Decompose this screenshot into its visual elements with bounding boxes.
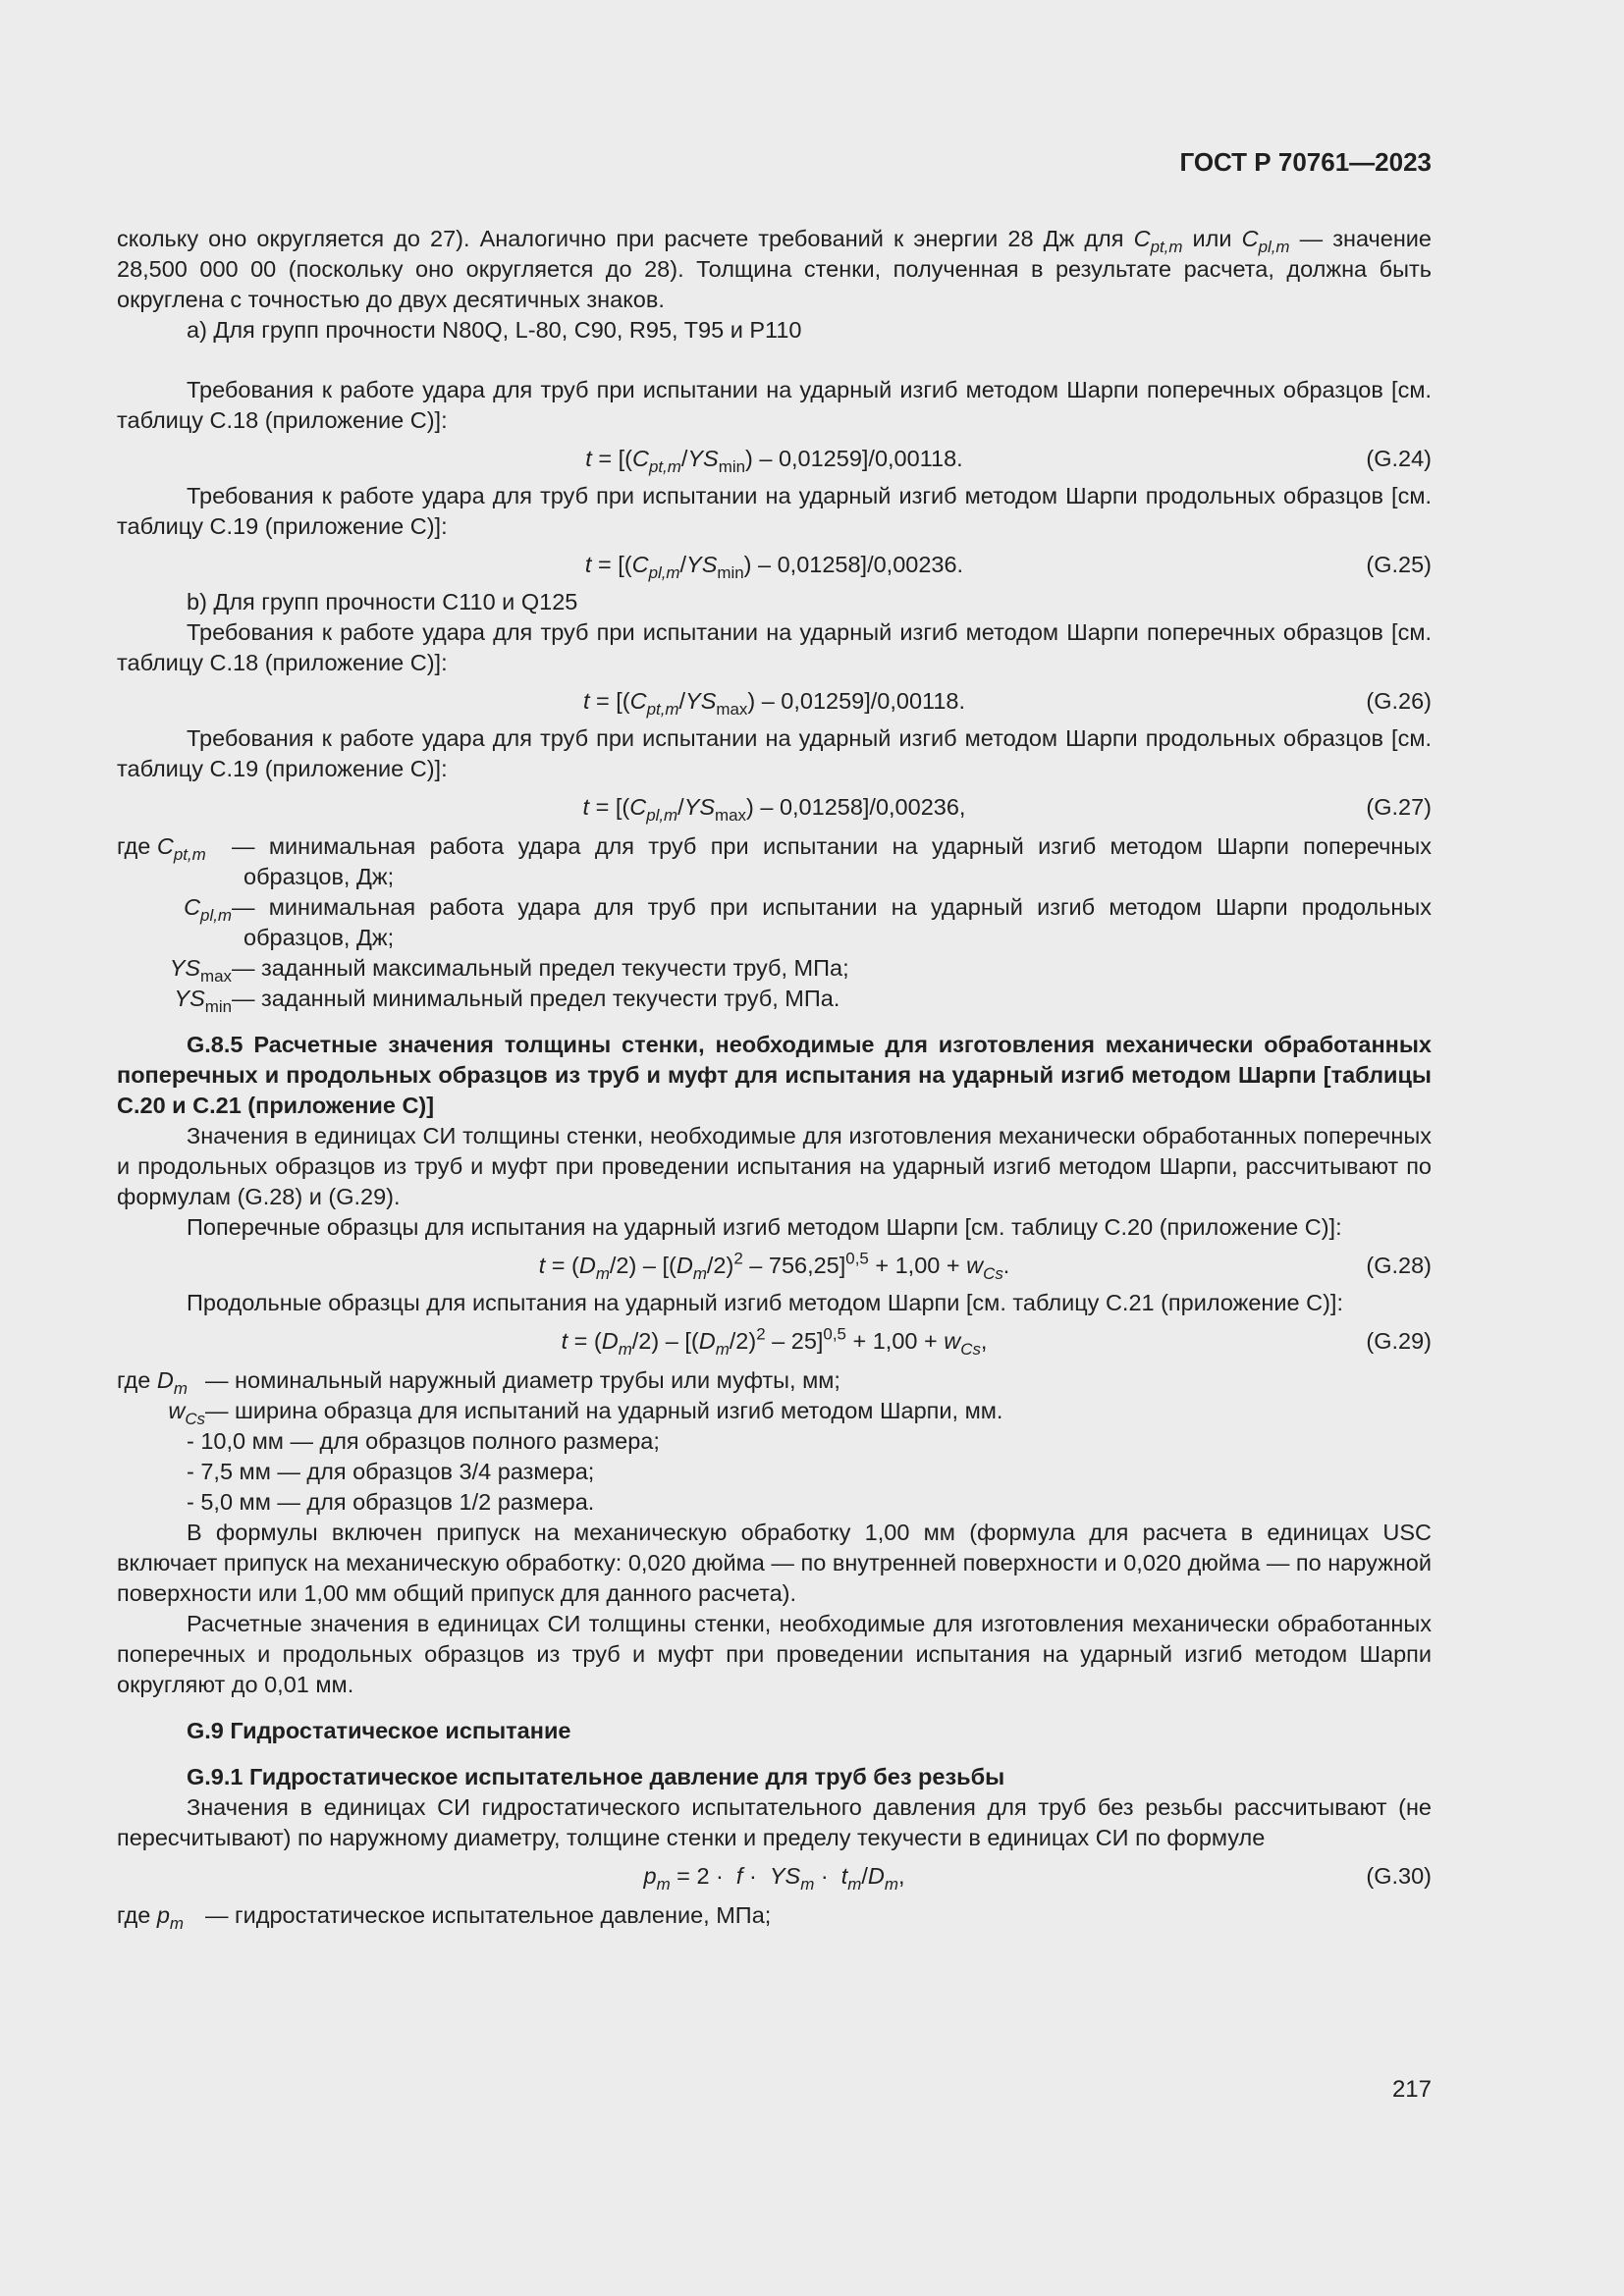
paragraph-cross-1: Требования к работе удара для труб при испытании на ударный изгиб методом Шарпи поперечных образцов [см. таблицу С.18 (приложение С)]: — [117, 377, 1432, 433]
equation-g25: $t = [(C_{pl,m}/YS_{min}) - 0,01258]/0,00236$. (G.25) — [117, 548, 1432, 581]
equation-g24: $t = [(C_{pt,m}/YS_{min}) - 0,01259]/0,00118$. (G.24) — [117, 442, 1432, 475]
definition-row: где $C_{pt,m}$ — минимальная работа удара для труб при испытании на ударный изгиб методом Шарпи поперечных образцов, Дж; — [117, 833, 1432, 889]
definition-row: где $p_m$ — гидростатическое испытательное давление, МПа; — [117, 1902, 772, 1933]
list-item: - 7,5 мм — для образцов 3/4 размера; — [187, 1459, 595, 1484]
paragraph-cross-specimens: Поперечные образцы для испытания на ударный изгиб методом Шарпи [см. таблицу С.20 (приложение С)]: — [187, 1214, 1342, 1240]
definition-row: $w_{Cs}$ — ширина образца для испытаний на ударный изгиб методом Шарпи, мм. — [168, 1398, 1003, 1428]
definitions-list-2 — [117, 1365, 1432, 1426]
section-title-g9: G.9 Гидростатическое испытание — [187, 1718, 571, 1743]
equation-g27: $t = [(C_{pl,m}/YS_{max}) - 0,01258]/0,00236$, (G.27) — [117, 790, 1432, 824]
paragraph-long-1: Требования к работе удара для труб при испытании на ударный изгиб методом Шарпи продольных образцов [см. таблицу С.19 (приложение С)]: — [117, 483, 1432, 539]
paragraph-continuation: скольку оно округляется до 27). Аналогично при расчете требований к энергии 28 Дж для $C_{pt,m}$ или $C_{pl,m}$ — значение 28,500 000 00 (поскольку оно округляется до 28). Толщина стенки, полученная в результате расчета, должна быть округлена с точностью до двух десятичных знаков. — [117, 226, 1432, 312]
equation-number: (G.27) — [1366, 794, 1432, 820]
definition-row: $YS_{max}$ — заданный максимальный предел текучести труб, МПа; — [169, 955, 849, 986]
equation-number: (G.29) — [1366, 1328, 1432, 1354]
paragraph-g91: Значения в единицах СИ гидростатического испытательного давления для труб без резьбы рассчитывают (не пересчитывают) по наружному диаметру, толщине стенки и пределу текучести в единицах СИ по формуле — [117, 1794, 1432, 1850]
page-number: 217 — [1391, 2076, 1432, 2103]
equation-number: (G.26) — [1366, 688, 1432, 714]
paragraph-rounding: Расчетные значения в единицах СИ толщины стенки, необходимые для изготовления механически обработанных поперечных и продольных образцов из труб и муфт при проведении испытания на ударный изгиб методом Шарпи округляют до 0,01 мм. — [117, 1611, 1432, 1697]
list-item: - 10,0 мм — для образцов полного размера; — [187, 1428, 660, 1454]
equation-number: (G.25) — [1366, 552, 1432, 577]
equation-number: (G.28) — [1366, 1253, 1432, 1278]
section-title-g91: G.9.1 Гидростатическое испытательное давление для труб без резьбы — [187, 1764, 1005, 1789]
list-item-b: b) Для групп прочности C110 и Q125 — [187, 589, 578, 614]
list-item: - 5,0 мм — для образцов 1/2 размера. — [187, 1489, 595, 1515]
section-title-g85: G.8.5 Расчетные значения толщины стенки, необходимые для изготовления механически обработанных поперечных и продольных образцов из труб и муфт для испытания на ударный изгиб методом Шарпи [таблицы С.20 и С.21 (приложение С)] — [117, 1032, 1432, 1118]
definition-row: $C_{pl,m}$ — минимальная работа удара для труб при испытании на ударный изгиб методом Шарпи продольных образцов, Дж; — [184, 894, 1432, 950]
definitions-list-3 — [117, 1900, 1432, 1931]
list-item-a: a) Для групп прочности N80Q, L-80, C90, R95, T95 и P110 — [187, 317, 802, 343]
page-body — [117, 224, 1432, 1931]
definitions-list-1 — [117, 831, 1432, 1014]
paragraph-cross-2: Требования к работе удара для труб при испытании на ударный изгиб методом Шарпи поперечных образцов [см. таблицу С.18 (приложение С)]: — [117, 619, 1432, 675]
paragraph-long-specimens: Продольные образцы для испытания на ударный изгиб методом Шарпи [см. таблицу С.21 (приложение С)]: — [187, 1290, 1343, 1315]
equation-g28: $t = (D_m/2) - [(D_m/2)^2 - 756,25]^{0,5} + 1,00 + w_{Cs}$. (G.28) — [538, 1249, 1432, 1283]
paragraph-g85-1: Значения в единицах СИ толщины стенки, необходимые для изготовления механически обработанных поперечных и продольных образцов из труб и муфт при проведении испытания на ударный изгиб методом Шарпи, рассчитывают по формулам (G.28) и (G.29). — [117, 1123, 1432, 1209]
definition-row: где $D_m$ — номинальный наружный диаметр трубы или муфты, мм; — [117, 1367, 840, 1398]
equation-g26: $t = [(C_{pt,m}/YS_{max}) - 0,01259]/0,00118$. (G.26) — [117, 684, 1432, 718]
paragraph-allowance: В формулы включен припуск на механическую обработку 1,00 мм (формула для расчета в единицах USC включает припуск на механическую обработку: 0,020 дюйма — по внутренней поверхности и 0,020 дюйма — по наружной поверхности или 1,00 мм общий припуск для данного расчета). — [117, 1520, 1432, 1606]
paragraph-long-2: Требования к работе удара для труб при испытании на ударный изгиб методом Шарпи продольных образцов [см. таблицу С.19 (приложение С)]: — [117, 725, 1432, 781]
document-code-header: ГОСТ Р 70761—2023 — [1179, 147, 1432, 177]
equation-g29: $t = (D_m/2) - [(D_m/2)^2 - 25]^{0,5} + 1,00 + w_{Cs}$, (G.29) — [561, 1324, 1432, 1359]
equation-number: (G.30) — [1366, 1863, 1432, 1889]
definition-row: $YS_{min}$ — заданный минимальный предел текучести труб, МПа. — [174, 986, 840, 1016]
equation-g30: $p_m = 2 \cdot f \cdot YS_m \cdot t_m/D_m$, (G.30) — [117, 1859, 1432, 1893]
equation-number: (G.24) — [1366, 446, 1432, 471]
